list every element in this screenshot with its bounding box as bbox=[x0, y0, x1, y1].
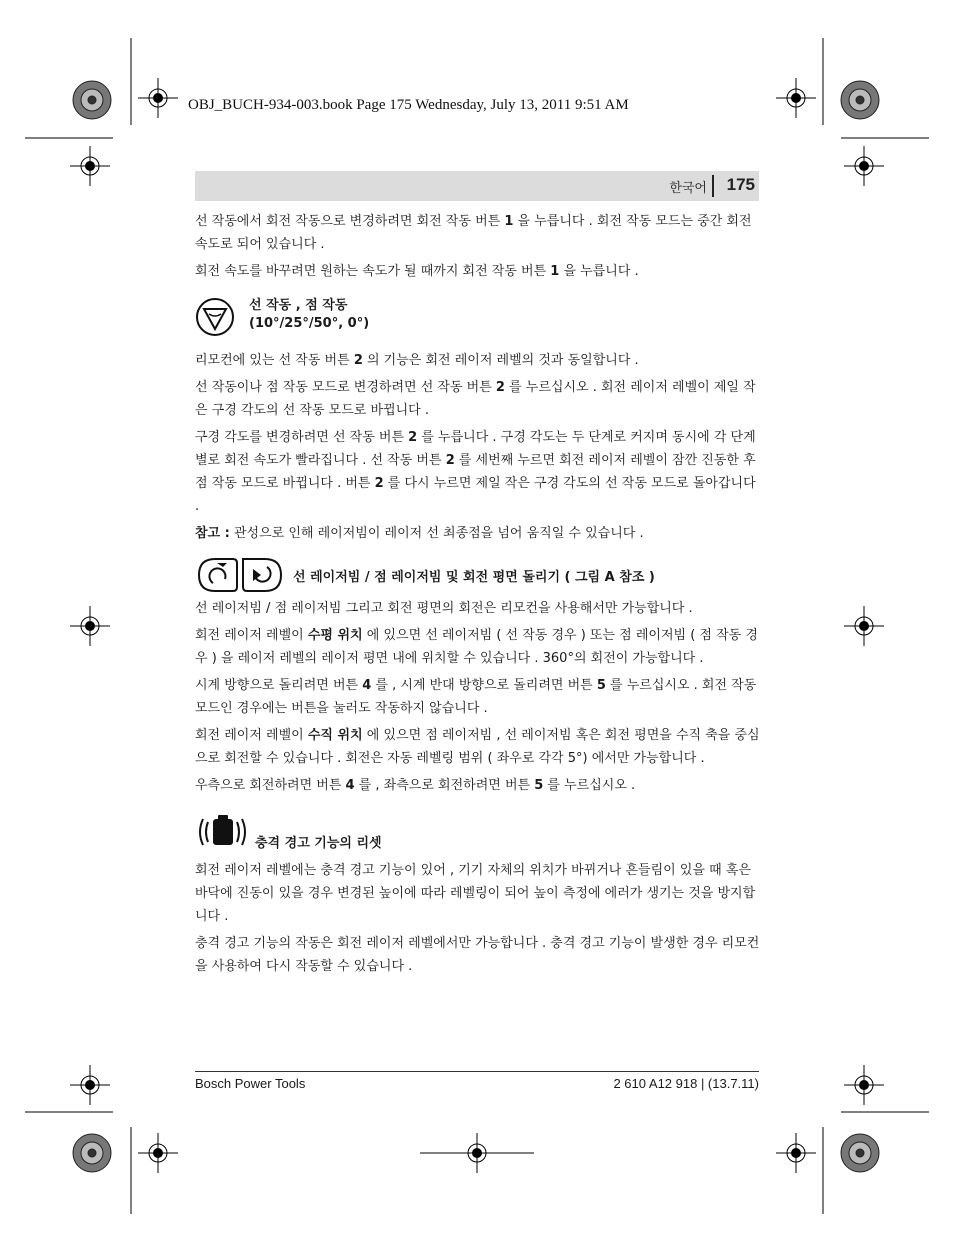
paragraph: 회전 레이저 레벨이 수직 위치 에 있으면 점 레이저빔 , 선 레이저빔 혹은 회전 평면을 수직 축을 중심으로 회전할 수 있습니다 . 회전은 자동 레벨링 범위 ( 좌우로 각각 5°) 에서만 가능합니다 . bbox=[195, 728, 760, 766]
section-heading-shock bbox=[195, 813, 761, 859]
section-heading-rotate bbox=[195, 555, 761, 597]
section-title: 충격 경고 기능의 리셋 bbox=[255, 836, 382, 851]
paragraph: 구경 각도를 변경하려면 선 작동 버튼 2 를 누릅니다 . 구경 각도는 두 단계로 커지며 동시에 각 단계 별로 회전 속도가 빨라집니다 . 선 작동 버튼 2 를 세번째 누르면 회전 레이저 레벨이 잠깐 진동한 후 점 작동 모드로 바뀝니다 . 버튼 2 를 다시 누르면 제일 작은 구경 각도의 선 작동 모드로 돌아갑니다 . bbox=[195, 430, 756, 514]
paragraph: 회전 레이저 레벨에는 충격 경고 기능이 있어 , 기기 자체의 위치가 바뀌거나 흔들림이 있을 때 혹은 바닥에 진동이 있을 경우 변경된 높이에 따라 레벨링이 되어 높이 측정에 에러가 생기는 것을 방지합니다 . bbox=[195, 863, 756, 924]
paragraph: 회전 레이저 레벨이 수평 위치 에 있으면 선 레이저빔 ( 선 작동 경우 ) 또는 점 레이저빔 ( 점 작동 경우 ) 을 레이저 레벨의 레이저 평면 내에 위치할 수 있습니다 . 360°의 회전이 가능합니다 . bbox=[195, 628, 758, 666]
paragraph: 선 작동에서 회전 작동으로 변경하려면 회전 작동 버튼 1 을 누릅니다 . 회전 작동 모드는 중간 회전 속도로 되어 있습니다 . bbox=[195, 214, 752, 252]
footer-rule bbox=[195, 1071, 759, 1072]
paragraph: 선 레이저빔 / 점 레이저빔 그리고 회전 평면의 회전은 리모컨을 사용해서만 가능합니다 . bbox=[195, 601, 693, 616]
footer-brand: Bosch Power Tools bbox=[195, 1076, 306, 1091]
paragraph: 리모컨에 있는 선 작동 버튼 2 의 기능은 회전 레이저 레벨의 것과 동일합니다 . bbox=[195, 353, 639, 368]
print-info-line: OBJ_BUCH-934-003.book Page 175 Wednesday, July 13, 2011 9:51 AM bbox=[188, 97, 629, 113]
section-title: 선 레이저빔 / 점 레이저빔 및 회전 평면 돌리기 ( 그림 A 참조 ) bbox=[293, 570, 655, 585]
paragraph: 시계 방향으로 돌리려면 버튼 4 를 , 시계 반대 방향으로 돌리려면 버튼 5 를 누르십시오 . 회전 작동 모드인 경우에는 버튼을 눌러도 작동하지 않습니다 . bbox=[195, 678, 757, 716]
note-paragraph: 참고 : 관성으로 인해 레이저빔이 레이저 선 최종점을 넘어 움직일 수 있습니다 . bbox=[195, 526, 644, 541]
paragraph: 선 작동이나 점 작동 모드로 변경하려면 선 작동 버튼 2 를 누르십시오 . 회전 레이저 레벨이 제일 작은 구경 각도의 선 작동 모드로 바뀝니다 . bbox=[195, 380, 756, 418]
note-label: 참고 : bbox=[195, 526, 230, 541]
footer-doc-number: 2 610 A12 918 | (13.7.11) bbox=[613, 1076, 759, 1091]
page-number: 175 bbox=[726, 175, 755, 194]
rotate-left-right-icon bbox=[195, 555, 285, 595]
paragraph: 충격 경고 기능의 작동은 회전 레이저 레벨에서만 가능합니다 . 충격 경고 기능이 발생한 경우 리모컨을 사용하여 다시 작동할 수 있습니다 . bbox=[195, 936, 760, 974]
page-body bbox=[195, 210, 761, 982]
line-mode-icon bbox=[195, 297, 235, 337]
section-heading-line-mode bbox=[195, 297, 761, 349]
paragraph: 회전 속도를 바꾸려면 원하는 속도가 될 때까지 회전 작동 버튼 1 을 누릅니다 . bbox=[195, 264, 639, 279]
header-language: 한국어 bbox=[669, 181, 707, 196]
section-title: 선 작동 , 점 작동 (10°/25°/50°, 0°) bbox=[249, 298, 370, 331]
page-header bbox=[195, 171, 759, 201]
paragraph: 우측으로 회전하려면 버튼 4 를 , 좌측으로 회전하려면 버튼 5 를 누르십시오 . bbox=[195, 778, 636, 793]
header-divider bbox=[712, 175, 714, 197]
shock-warning-icon bbox=[195, 813, 247, 851]
